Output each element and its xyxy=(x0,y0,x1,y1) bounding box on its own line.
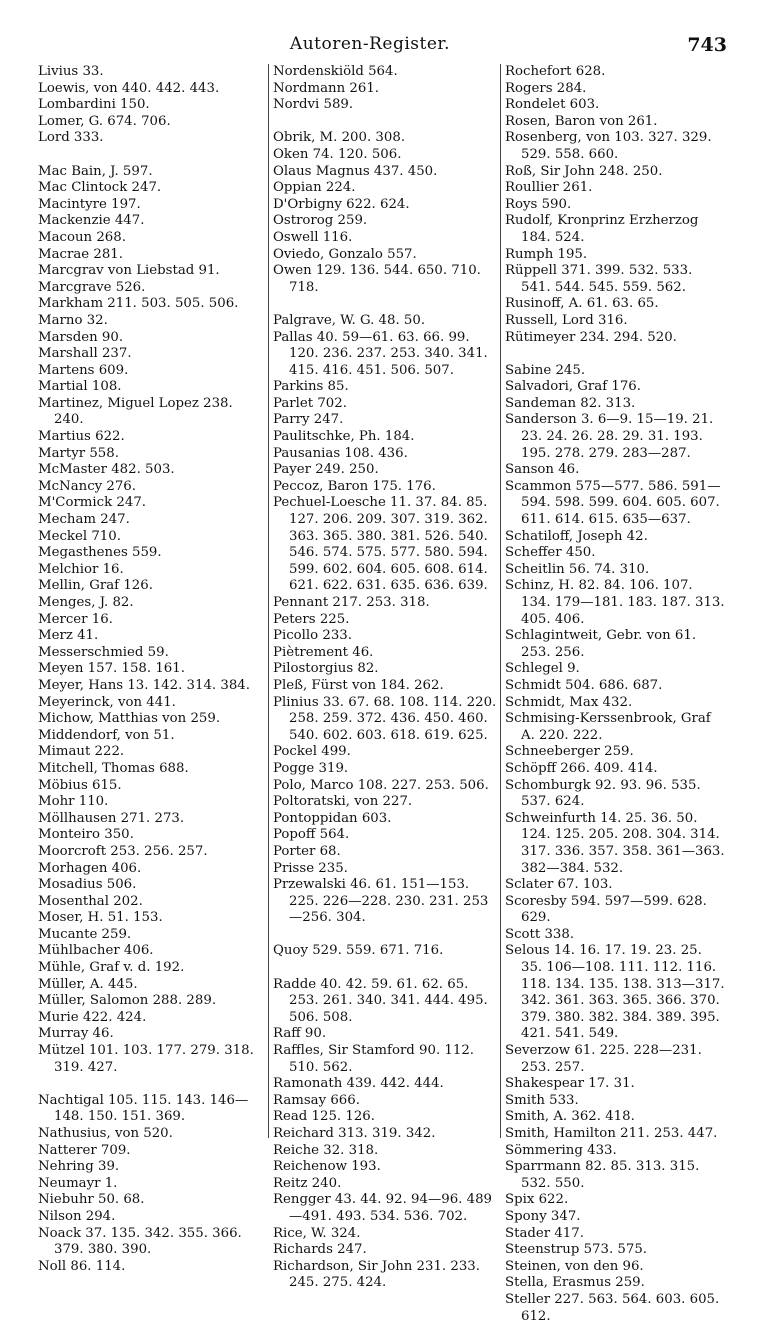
index-entry: Lombardini 150. xyxy=(38,97,150,113)
index-entry: Prisse 235. xyxy=(273,860,348,876)
index-entry: Pleß, Fürst von 184. 262. xyxy=(273,677,444,693)
index-entry: Schomburgk 92. 93. 96. 535. 537. 624. xyxy=(505,777,701,810)
index-entry: Megasthenes 559. xyxy=(38,545,162,561)
index-entry: Russell, Lord 316. xyxy=(505,312,628,328)
index-entry: Schmidt 504. 686. 687. xyxy=(505,677,663,693)
index-entry: Sabine 245. xyxy=(505,362,586,378)
index-entry: Oken 74. 120. 506. xyxy=(273,146,402,162)
index-entry: Monteiro 350. xyxy=(38,827,134,843)
index-entry: Peccoz, Baron 175. 176. xyxy=(273,478,436,494)
index-entry: Selous 14. 16. 17. 19. 23. 25. 35. 106—108. 111. 112. 116. 118. 134. 135. 138. 313—317. 342. 361. 363. 365. 366. 370. 379. 380. 382. 384. 389. 395. 421. 541. 549. xyxy=(505,943,725,1042)
index-entry: Oswell 116. xyxy=(273,229,353,245)
index-entry: Pockel 499. xyxy=(273,744,351,760)
index-entry: Mac Bain, J. 597. xyxy=(38,163,153,179)
index-entry: Mützel 101. 103. 177. 279. 318. 319. 427. xyxy=(38,1043,254,1075)
index-entry: Rosen, Baron von 261. xyxy=(505,113,658,129)
index-entry: Salvadori, Graf 176. xyxy=(505,379,641,395)
index-entry: Roß, Sir John 248. 250. xyxy=(505,163,663,179)
index-entry: Sanderson 3. 6—9. 15—19. 21. 23. 24. 26. 28. 29. 31. 193. 195. 278. 279. 283—287. xyxy=(505,412,714,461)
index-entry: Reitz 240. xyxy=(273,1175,342,1191)
index-entry: Menges, J. 82. xyxy=(38,595,134,610)
index-entry: Rütimeyer 234. 294. 520. xyxy=(505,329,677,345)
index-entry: Rogers 284. xyxy=(505,80,587,96)
index-entry: Scoresby 594. 597—599. 628. 629. xyxy=(505,893,707,926)
index-entry: Peters 225. xyxy=(273,611,350,627)
index-entry: Martinez, Miguel Lopez 238. 240. xyxy=(38,395,233,428)
index-entry: Mercer 16. xyxy=(38,611,113,627)
index-entry: Pausanias 108. 436. xyxy=(273,445,408,461)
index-entry: Oviedo, Gonzalo 557. xyxy=(273,246,417,262)
index-entry: Moser, H. 51. 153. xyxy=(38,910,163,926)
index-entry: Oppian 224. xyxy=(273,180,356,196)
index-entry: Macintyre 197. xyxy=(38,196,141,212)
index-entry: Owen 129. 136. 544. 650. 710. 718. xyxy=(273,263,481,295)
index-entry: Steenstrup 573. 575. xyxy=(505,1242,648,1258)
index-entry: Michow, Matthias von 259. xyxy=(38,711,221,727)
index-entry: Meckel 710. xyxy=(38,528,121,544)
index-entry: Olaus Magnus 437. 450. xyxy=(273,163,438,179)
index-column-3 xyxy=(500,64,725,1324)
index-entry: Schmidt, Max 432. xyxy=(505,694,633,710)
index-entry: Reiche 32. 318. xyxy=(273,1142,379,1158)
index-entry: Read 125. 126. xyxy=(273,1109,375,1125)
index-entry: Parkins 85. xyxy=(273,379,349,395)
index-entry: Richardson, Sir John 231. 233. 245. 275. 424. xyxy=(273,1258,480,1291)
index-entry: Popoff 564. xyxy=(273,827,350,843)
index-entry: Nordvi 589. xyxy=(273,97,354,113)
index-entry: Möllhausen 271. 273. xyxy=(38,810,185,826)
index-entry: Middendorf, von 51. xyxy=(38,727,175,743)
index-entry: Lomer, G. 674. 706. xyxy=(38,113,171,129)
index-entry: Scammon 575—577. 586. 591—594. 598. 599. 604. 605. 607. 611. 614. 615. 635—637. xyxy=(505,478,721,528)
index-entry: Mucante 259. xyxy=(38,926,132,942)
index-entry: Picollo 233. xyxy=(273,628,352,644)
index-entry: Moorcroft 253. 256. 257. xyxy=(38,843,208,859)
index-entry: Nehring 39. xyxy=(38,1159,120,1175)
index-entry: Sanson 46. xyxy=(505,462,580,478)
index-entry: Möbius 615. xyxy=(38,777,122,793)
index-entry: Schweinfurth 14. 25. 36. 50. 124. 125. 205. 208. 304. 314. 317. 336. 357. 358. 361—363. 382—384. 532. xyxy=(505,810,725,876)
index-entry: Noack 37. 135. 342. 355. 366. 379. 380. 390. xyxy=(38,1225,242,1258)
index-entry: Martens 609. xyxy=(38,362,129,378)
index-entry: Pechuel-Loesche 11. 37. 84. 85. 127. 206. 209. 307. 319. 362. 363. 365. 380. 381. 526. 540. 546. 574. 575. 577. 580. 594. 599. 602. 604. 605. 608. 614. 621. 622. 631. 635. 636. 639. xyxy=(273,495,488,594)
index-entry: Marcgrave 526. xyxy=(38,279,146,295)
index-entry: Schatiloff, Joseph 42. xyxy=(505,528,648,544)
index-entry: Piètrement 46. xyxy=(273,644,374,660)
index-entry: Parry 247. xyxy=(273,412,344,428)
index-entry: Rice, W. 324. xyxy=(273,1225,361,1241)
index-entry: Obrik, M. 200. 308. xyxy=(273,130,406,146)
index-entry: Pilostorgius 82. xyxy=(273,661,379,677)
index-entry: Mecham 247. xyxy=(38,512,130,528)
index-entry: Mellin, Graf 126. xyxy=(38,578,153,594)
index-entry: Loewis, von 440. 442. 443. xyxy=(38,80,220,96)
index-entry: Sclater 67. 103. xyxy=(505,877,613,893)
index-column-1 xyxy=(38,64,256,1275)
index-entry: Richards 247. xyxy=(273,1242,367,1258)
index-entry: Palgrave, W. G. 48. 50. xyxy=(273,312,426,328)
index-entry: Martius 622. xyxy=(38,429,125,445)
index-entry: Schlagintweit, Gebr. von 61. 253. 256. xyxy=(505,628,697,660)
index-entry: Rumph 195. xyxy=(505,246,588,262)
index-entry: Pallas 40. 59—61. 63. 66. 99. 120. 236. 237. 253. 340. 341. 415. 416. 451. 506. 507. xyxy=(273,329,488,378)
index-entry: Merz 41. xyxy=(38,628,99,644)
index-entry: Rondelet 603. xyxy=(505,97,600,113)
index-entry: Meyen 157. 158. 161. xyxy=(38,661,185,677)
index-entry: Marno 32. xyxy=(38,312,108,328)
index-entry: McMaster 482. 503. xyxy=(38,462,175,478)
index-entry: Parlet 702. xyxy=(273,395,347,411)
index-entry: Noll 86. 114. xyxy=(38,1258,126,1274)
index-entry: Steinen, von den 96. xyxy=(505,1258,644,1274)
index-entry: Macoun 268. xyxy=(38,229,126,245)
index-entry: Marshall 237. xyxy=(38,346,132,362)
index-entry: Mackenzie 447. xyxy=(38,213,145,229)
index-entry: Mimaut 222. xyxy=(38,744,125,760)
index-entry: Nilson 294. xyxy=(38,1208,116,1224)
index-entry: Rüppell 371. 399. 532. 533. 541. 544. 545. 559. 562. xyxy=(505,263,693,295)
index-entry: Lord 333. xyxy=(38,130,104,146)
index-entry: Nordmann 261. xyxy=(273,80,380,96)
index-entry: Payer 249. 250. xyxy=(273,462,379,478)
index-entry: Rudolf, Kronprinz Erzherzog 184. 524. xyxy=(505,213,699,245)
running-head: Autoren-Register. xyxy=(289,34,451,54)
index-entry: Pontoppidan 603. xyxy=(273,810,392,826)
index-entry: Mosenthal 202. xyxy=(38,893,143,909)
index-entry: Markham 211. 503. 505. 506. xyxy=(38,296,239,312)
index-entry: Schöpff 266. 409. 414. xyxy=(505,760,658,776)
index-entry: Stella, Erasmus 259. xyxy=(505,1275,645,1291)
index-entry: Messerschmied 59. xyxy=(38,644,169,660)
index-entry: Mühle, Graf v. d. 192. xyxy=(38,960,185,976)
index-entry: D'Orbigny 622. 624. xyxy=(273,196,410,212)
index-entry: Neumayr 1. xyxy=(38,1175,118,1191)
index-entry: Sparrmann 82. 85. 313. 315. 532. 550. xyxy=(505,1159,700,1191)
index-entry: Ramsay 666. xyxy=(273,1092,360,1108)
index-entry: Melchior 16. xyxy=(38,561,124,577)
index-entry: Livius 33. xyxy=(38,64,104,79)
index-entry: Marsden 90. xyxy=(38,329,124,345)
index-entry: Plinius 33. 67. 68. 108. 114. 220. 258. 259. 372. 436. 450. 460. 540. 602. 603. 618. 619. 625. xyxy=(273,694,497,743)
index-entry: Pogge 319. xyxy=(273,760,349,776)
index-entry: Rusinoff, A. 61. 63. 65. xyxy=(505,296,659,312)
index-column-2 xyxy=(268,64,497,1291)
index-entry: Sandeman 82. 313. xyxy=(505,395,636,411)
index-entry: Murray 46. xyxy=(38,1026,114,1042)
index-entry: Schneeberger 259. xyxy=(505,744,634,760)
index-entry: Mac Clintock 247. xyxy=(38,180,162,196)
index-entry: Quoy 529. 559. 671. 716. xyxy=(273,943,444,959)
index-entry: Spix 622. xyxy=(505,1192,569,1208)
index-entry: Macrae 281. xyxy=(38,246,123,262)
index-entry: Scott 338. xyxy=(505,926,575,942)
index-entry: Mitchell, Thomas 688. xyxy=(38,760,189,776)
index-entry: Porter 68. xyxy=(273,843,341,859)
index-entry: Martial 108. xyxy=(38,379,122,395)
index-entry: Shakespear 17. 31. xyxy=(505,1076,635,1092)
index-entry: Roullier 261. xyxy=(505,180,593,196)
index-entry: Smith, Hamilton 211. 253. 447. xyxy=(505,1126,718,1141)
index-entry: Murie 422. 424. xyxy=(38,1009,147,1025)
index-entry: Meyer, Hans 13. 142. 314. 384. xyxy=(38,677,250,693)
index-entry: Roys 590. xyxy=(505,196,572,212)
index-entry: Poltoratski, von 227. xyxy=(273,794,413,810)
index-entry: Niebuhr 50. 68. xyxy=(38,1192,145,1208)
index-entry: Schlegel 9. xyxy=(505,661,580,677)
index-entry: Mosadius 506. xyxy=(38,877,137,893)
index-entry: Rengger 43. 44. 92. 94—96. 489—491. 493. 534. 536. 702. xyxy=(273,1192,493,1224)
index-entry: Steller 227. 563. 564. 603. 605. 612. xyxy=(505,1291,720,1324)
index-entry: M'Cormick 247. xyxy=(38,495,147,511)
index-entry: Mühlbacher 406. xyxy=(38,943,154,959)
index-entry: Raffles, Sir Stamford 90. 112. 510. 562. xyxy=(273,1043,475,1075)
index-entry: Nathusius, von 520. xyxy=(38,1126,173,1141)
page-number: 743 xyxy=(687,34,727,56)
index-entry: Nordenskiöld 564. xyxy=(273,64,398,79)
index-entry: Schmising-Kerssenbrook, Graf A. 220. 222. xyxy=(505,711,711,743)
index-entry: Müller, A. 445. xyxy=(38,976,138,992)
index-entry: Rosenberg, von 103. 327. 329. 529. 558. 660. xyxy=(505,130,712,162)
index-entry: Radde 40. 42. 59. 61. 62. 65. 253. 261. 340. 341. 444. 495. 506. 508. xyxy=(273,976,488,1025)
index-entry: McNancy 276. xyxy=(38,478,136,494)
index-entry: Stader 417. xyxy=(505,1225,584,1241)
index-entry: Rochefort 628. xyxy=(505,64,606,79)
index-entry: Mohr 110. xyxy=(38,794,109,810)
index-entry: Martyr 558. xyxy=(38,445,119,461)
index-entry: Scheffer 450. xyxy=(505,545,596,561)
index-entry: Reichenow 193. xyxy=(273,1159,381,1175)
index-entry: Severzow 61. 225. 228—231. 253. 257. xyxy=(505,1043,702,1075)
index-entry: Polo, Marco 108. 227. 253. 506. xyxy=(273,777,489,793)
index-entry: Müller, Salomon 288. 289. xyxy=(38,993,217,1009)
index-entry: Paulitschke, Ph. 184. xyxy=(273,429,415,445)
index-entry: Scheitlin 56. 74. 310. xyxy=(505,561,650,577)
index-entry: Nachtigal 105. 115. 143. 146—148. 150. 151. 369. xyxy=(38,1092,249,1125)
index-entry: Schinz, H. 82. 84. 106. 107. 134. 179—181. 183. 187. 313. 405. 406. xyxy=(505,578,725,627)
index-entry: Pennant 217. 253. 318. xyxy=(273,595,430,610)
index-entry: Ostrorog 259. xyxy=(273,213,368,229)
index-entry: Ramonath 439. 442. 444. xyxy=(273,1076,444,1092)
index-entry: Morhagen 406. xyxy=(38,860,142,876)
index-entry: Raff 90. xyxy=(273,1026,327,1042)
index-entry: Spony 347. xyxy=(505,1208,581,1224)
index-entry: Meyerinck, von 441. xyxy=(38,694,176,710)
index-entry: Natterer 709. xyxy=(38,1142,131,1158)
index-entry: Przewalski 46. 61. 151—153. 225. 226—228. 230. 231. 253—256. 304. xyxy=(273,877,489,926)
index-entry: Marcgrav von Liebstad 91. xyxy=(38,263,220,279)
index-entry: Smith, A. 362. 418. xyxy=(505,1109,635,1125)
index-entry: Smith 533. xyxy=(505,1092,579,1108)
index-entry: Reichard 313. 319. 342. xyxy=(273,1126,436,1141)
index-entry: Sömmering 433. xyxy=(505,1142,617,1158)
